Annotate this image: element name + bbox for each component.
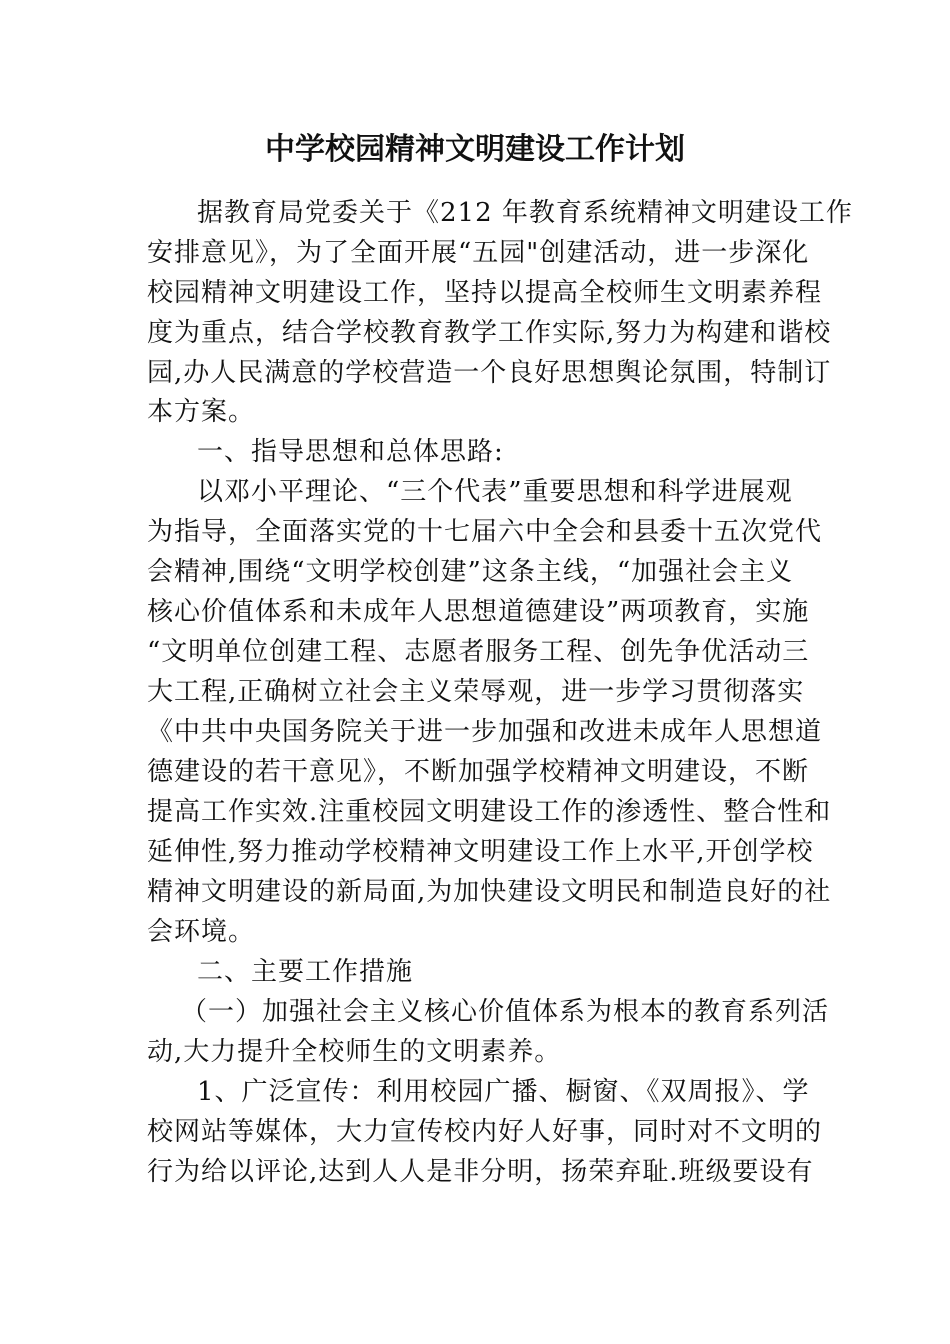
body-line: 园,办人民满意的学校营造一个良好思想舆论氛围，特制订	[147, 358, 832, 388]
body-line: 精神文明建设的新局面,为加快建设文明民和制造良好的社	[147, 877, 832, 907]
body-line: 度为重点，结合学校教育教学工作实际,努力为构建和谐校	[147, 318, 832, 348]
body-line: 本方案。	[147, 397, 256, 427]
body-line: 安排意见》，为了全面开展“五园"创建活动，进一步深化	[147, 238, 810, 268]
body-line: 以邓小平理论、“三个代表”重要思想和科学进展观	[197, 477, 793, 507]
body-line: 核心价值体系和未成年人思想道德建设”两项教育，实施	[147, 597, 810, 627]
body-line: 动,大力提升全校师生的文明素养。	[147, 1037, 562, 1067]
body-line: 会环境。	[147, 917, 256, 947]
body-line: 1、广泛宣传：利用校园广播、橱窗、《双周报》、学	[197, 1077, 810, 1107]
section-heading: 一、指导思想和总体思路:	[197, 437, 504, 467]
body-line: 为指导，全面落实党的十七届六中全会和县委十五次党代	[147, 517, 823, 547]
body-line: 校网站等媒体，大力宣传校内好人好事，同时对不文明的	[147, 1117, 823, 1147]
body-line: 《中共中央国务院关于进一步加强和改进未成年人思想道	[147, 717, 823, 747]
document-title: 中学校园精神文明建设工作计划	[265, 132, 685, 167]
body-line: 德建设的若干意见》，不断加强学校精神文明建设，不断	[147, 757, 810, 787]
body-line: 据教育局党委关于《212 年教育系统精神文明建设工作	[197, 198, 853, 228]
body-line: 大工程,正确树立社会主义荣辱观，进一步学习贯彻落实	[147, 677, 805, 707]
body-line: 校园精神文明建设工作，坚持以提高全校师生文明素养程	[147, 278, 823, 308]
body-line: 会精神,围绕“文明学校创建”这条主线，“加强社会主义	[147, 557, 794, 587]
body-line: 行为给以评论,达到人人是非分明，扬荣弃耻.班级要设有	[147, 1157, 814, 1187]
body-line: 延伸性,努力推动学校精神文明建设工作上水平,开创学校	[147, 837, 814, 867]
body-line: 提高工作实效.注重校园文明建设工作的渗透性、整合性和	[147, 797, 832, 827]
body-line: “文明单位创建工程、志愿者服务工程、创先争优活动三	[147, 637, 810, 667]
section-heading: 二、主要工作措施	[197, 957, 414, 987]
subsection-heading: （一）加强社会主义核心价值体系为根本的教育系列活	[181, 997, 830, 1027]
